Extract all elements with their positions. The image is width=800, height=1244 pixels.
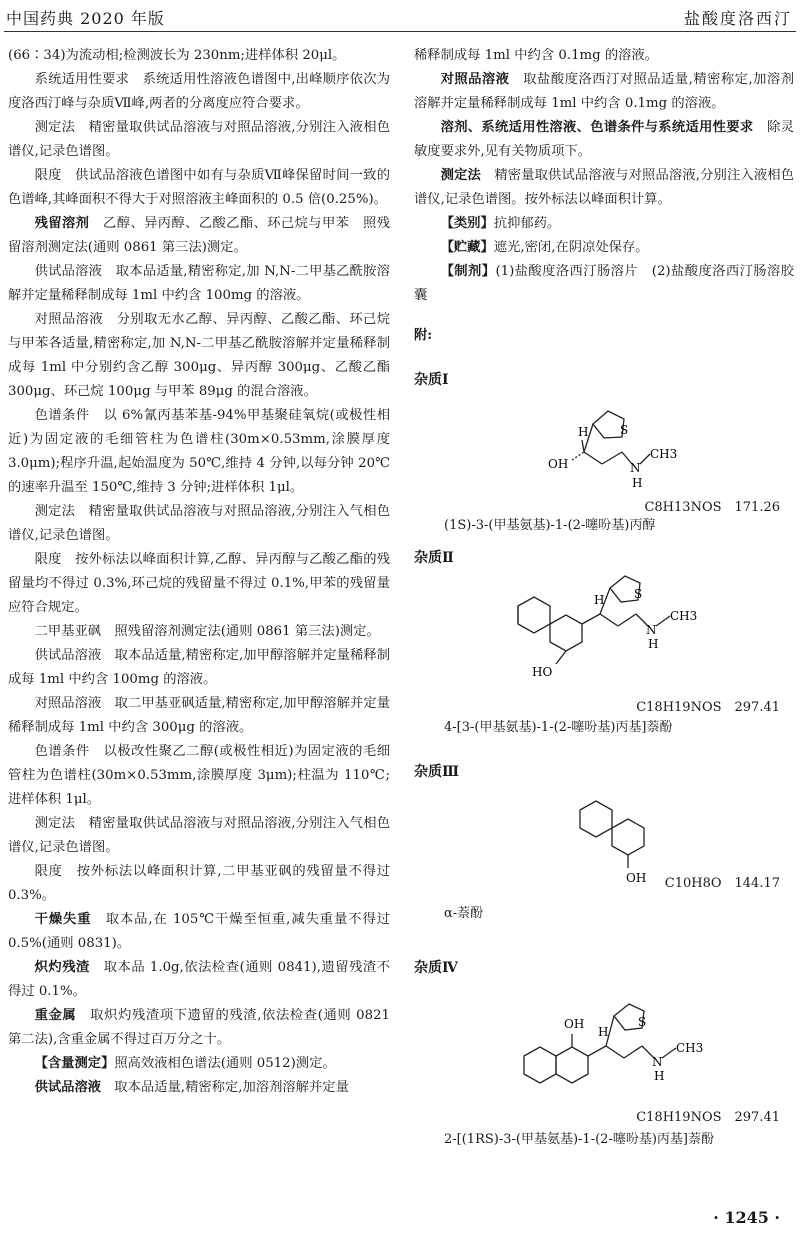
paragraph-text: 测定法 精密量取供试品溶液与对照品溶液,分别注入气相色谱仪,记录色谱图。 <box>8 816 390 855</box>
paragraph <box>414 212 794 236</box>
paragraph <box>8 1052 390 1076</box>
paragraph-text: 系统适用性要求 系统适用性溶液色谱图中,出峰顺序依次为度洛西汀峰与杂质Ⅶ峰,两者的分离度应符合要求。 <box>8 72 390 111</box>
paragraph <box>8 908 390 956</box>
impurity-1-n-label: N <box>630 461 641 475</box>
impurity-4-h-label: H <box>598 1025 609 1039</box>
paragraph-text: 取本品,在 105℃干燥至恒重,减失重量不得过 0.5%(通则 0831)。 <box>8 912 390 951</box>
paragraph-text: 色谱条件 以极改性聚乙二醇(或极性相近)为固定液的毛细管柱为色谱柱(30m×0.53mm,涂膜厚度 3μm);柱温为 110℃;进样体积 1μl。 <box>8 744 390 807</box>
impurity-2-n-label: N <box>646 623 657 637</box>
impurity-4-ch3-label: CH3 <box>676 1041 704 1055</box>
right-column <box>414 44 794 1156</box>
impurity-4-n-label: N <box>652 1055 663 1069</box>
paragraph-text: 色谱条件 以 6%氰丙基苯基-94%甲基聚硅氧烷(或极性相近)为固定液的毛细管柱为色谱柱(30m×0.53mm,涂膜厚度 3.0μm);程序升温,起始温度为 50℃,维持 4 分钟,以每分钟 20℃的速率升温至 150℃,维持 3 分钟;进样体积 1μl。 <box>8 408 390 495</box>
impurity-4-name: 2-[(1RS)-3-(甲基氨基)-1-(2-噻吩基)丙基]萘酚 <box>444 1132 714 1147</box>
paragraph <box>8 644 390 692</box>
paragraph <box>8 164 390 212</box>
paragraph-text: 除灵敏度要求外,见有关物质项下。 <box>414 120 795 159</box>
paragraph-text: 供试品溶液 取本品适量,精密称定,加 N,N-二甲基乙酰胺溶解并定量稀释制成每 1ml 中约含 100mg 的溶液。 <box>8 264 390 303</box>
paragraph-text: 对照品溶液 取二甲基亚砜适量,精密称定,加甲醇溶解并定量稀释制成每 1ml 中约含 300μg 的溶液。 <box>8 696 390 735</box>
impurity-2-s-label: S <box>634 587 643 601</box>
paragraph-text: 供试品溶液 取本品适量,精密称定,加甲醇溶解并定量稀释制成每 1ml 中约含 100mg 的溶液。 <box>8 648 390 687</box>
paragraph <box>8 740 390 812</box>
paragraph-heading: 残留溶剂 <box>34 216 90 231</box>
paragraph-text: 对照品溶液 分别取无水乙醇、异丙醇、乙酸乙酯、环己烷与甲苯各适量,精密称定,加 N,N-二甲基乙酰胺溶解并定量稀释制成每 1ml 中分别约含乙醇 300μg、异丙醇 300μg、乙酸乙酯 300μg、环己烷 100μg 与甲苯 89μg 的混合溶液。 <box>8 312 390 399</box>
paragraph-text: 限度 按外标法以峰面积计算,二甲基亚砜的残留量不得过 0.3%。 <box>8 864 390 903</box>
impurity-2-name: 4-[3-(甲基氨基)-1-(2-噻吩基)丙基]萘酚 <box>444 720 673 735</box>
impurity-1-formula: C8H13NOS 171.26 <box>644 500 780 515</box>
impurity-2-ch3-label: CH3 <box>670 609 698 623</box>
paragraph-text: 乙醇、异丙醇、乙酸乙酯、环己烷与甲苯 照残留溶剂测定法(通则 0861 第三法)测定。 <box>8 216 391 255</box>
paragraph <box>8 1076 390 1100</box>
paragraph <box>8 1004 390 1052</box>
impurity-2 <box>414 546 794 756</box>
impurity-2-formula: C18H19NOS 297.41 <box>636 700 780 715</box>
paragraph-text: 限度 按外标法以峰面积计算,乙醇、异丙醇与乙酸乙酯的残留量均不得过 0.3%,环己烷的残留量不得过 0.1%,甲苯的残留量应符合规定。 <box>8 552 390 615</box>
paragraph-heading: 溶剂、系统适用性溶液、色谱条件与系统适用性要求 <box>440 120 754 135</box>
paragraph-text: 测定法 精密量取供试品溶液与对照品溶液,分别注入液相色谱仪,记录色谱图。 <box>8 120 390 159</box>
paragraph-heading: 重金属 <box>34 1008 77 1023</box>
paragraph-text: 二甲基亚砜 照残留溶剂测定法(通则 0861 第三法)测定。 <box>34 624 380 639</box>
paragraph-text: 测定法 精密量取供试品溶液与对照品溶液,分别注入气相色谱仪,记录色谱图。 <box>8 504 390 543</box>
impurity-1-ch3-label: CH3 <box>650 447 678 461</box>
paragraph <box>414 260 794 308</box>
impurity-2-nh-label: H <box>648 637 659 651</box>
paragraph-text: 取本品适量,精密称定,加溶剂溶解并定量 <box>101 1080 349 1095</box>
paragraph <box>414 44 794 68</box>
paragraph <box>8 308 390 404</box>
paragraph <box>8 812 390 860</box>
paragraph <box>8 620 390 644</box>
paragraph-heading: 【类别】 <box>440 216 494 231</box>
right-column-text <box>414 44 794 308</box>
impurity-4-nh-label: H <box>654 1069 665 1083</box>
impurity-3-name: α-萘酚 <box>444 906 484 921</box>
impurity-1-oh-label: OH <box>548 457 569 471</box>
impurity-3-oh-label: OH <box>626 871 647 885</box>
paragraph-text: (66∶34)为流动相;检测波长为 230nm;进样体积 20μl。 <box>8 48 346 63</box>
impurity-1-title: 杂质Ⅰ <box>414 372 449 388</box>
paragraph <box>8 860 390 908</box>
paragraph <box>8 692 390 740</box>
paragraph-heading: 测定法 <box>440 168 481 183</box>
paragraph <box>8 548 390 620</box>
paragraph <box>8 68 390 116</box>
paragraph <box>414 68 794 116</box>
running-header <box>0 0 800 34</box>
paragraph <box>8 212 390 260</box>
paragraph <box>8 44 390 68</box>
impurity-4 <box>414 956 794 1156</box>
impurity-2-title: 杂质Ⅱ <box>414 550 454 566</box>
paragraph-heading: 对照品溶液 <box>440 72 510 87</box>
paragraph-heading: 【贮藏】 <box>440 240 494 255</box>
paragraph <box>414 116 794 164</box>
paragraph-heading: 【制剂】 <box>440 264 496 279</box>
paragraph-text: 取炽灼残渣项下遗留的残渣,依法检查(通则 0821 第二法),含重金属不得过百万分之十。 <box>8 1008 391 1047</box>
paragraph <box>8 260 390 308</box>
paragraph <box>8 956 390 1004</box>
paragraph-heading: 供试品溶液 <box>34 1080 102 1095</box>
paragraph-heading: 【含量测定】 <box>34 1056 115 1071</box>
paragraph <box>8 500 390 548</box>
paragraph <box>414 236 794 260</box>
impurity-4-formula: C18H19NOS 297.41 <box>636 1110 780 1125</box>
impurity-3-formula: C10H8O 144.17 <box>664 876 780 891</box>
monograph-title: 盐酸度洛西汀 <box>683 9 792 28</box>
paragraph <box>414 164 794 212</box>
paragraph-text: 精密量取供试品溶液与对照品溶液,分别注入液相色谱仪,记录色谱图。按外标法以峰面积计算。 <box>414 168 794 207</box>
page-number: · 1245 · <box>713 1208 780 1227</box>
paragraph-text: 照高效液相色谱法(通则 0512)测定。 <box>114 1056 336 1071</box>
paragraph-text: 取盐酸度洛西汀对照品适量,精密称定,加溶剂溶解并定量稀释制成每 1ml 中约含 0.1mg 的溶液。 <box>414 72 795 111</box>
paragraph-text: 限度 供试品溶液色谱图中如有与杂质Ⅶ峰保留时间一致的色谱峰,其峰面积不得大于对照溶液主峰面积的 0.5 倍(0.25%)。 <box>8 168 390 207</box>
impurity-4-structure <box>414 980 794 1110</box>
book-title: 中国药典 2020 年版 <box>6 9 165 28</box>
paragraph-text: 稀释制成每 1ml 中约含 0.1mg 的溶液。 <box>414 48 659 63</box>
paragraph-heading: 干燥失重 <box>34 912 92 927</box>
impurity-1-h-label: H <box>578 425 589 439</box>
impurity-1-s-label: S <box>620 423 629 437</box>
impurity-1 <box>414 368 794 538</box>
impurity-2-h-label: H <box>594 593 605 607</box>
impurity-1-nh-label: H <box>632 476 643 490</box>
impurity-3 <box>414 760 794 950</box>
impurity-3-title: 杂质Ⅲ <box>414 764 460 780</box>
paragraph <box>8 116 390 164</box>
paragraph-text: 抗抑郁药。 <box>493 216 561 231</box>
impurity-4-title: 杂质Ⅳ <box>414 960 458 976</box>
paragraph-text: 取本品 1.0g,依法检查(通则 0841),遗留残渣不得过 0.1%。 <box>8 960 391 999</box>
paragraph <box>8 404 390 500</box>
impurity-4-oh-label: OH <box>564 1017 585 1031</box>
header-rule <box>4 31 796 32</box>
paragraph-heading: 炽灼残渣 <box>34 960 90 975</box>
impurity-4-s-label: S <box>638 1015 647 1029</box>
appendix-title: 附: <box>414 328 433 343</box>
left-column <box>8 44 390 1100</box>
paragraph-text: (1)盐酸度洛西汀肠溶片 (2)盐酸度洛西汀肠溶胶囊 <box>414 264 795 303</box>
paragraph-text: 遮光,密闭,在阴凉处保存。 <box>493 240 649 255</box>
impurity-1-name: (1S)-3-(甲基氨基)-1-(2-噻吩基)丙醇 <box>444 518 656 533</box>
impurity-2-ho-label: HO <box>532 665 553 679</box>
impurity-1-structure <box>414 392 794 502</box>
